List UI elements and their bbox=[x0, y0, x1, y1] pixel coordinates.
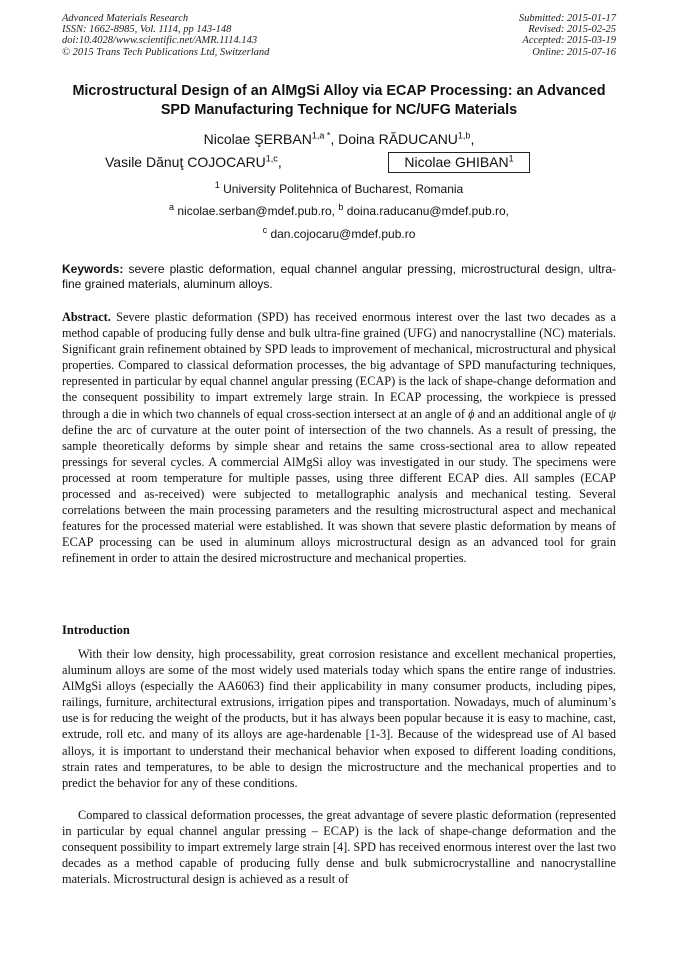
keywords bbox=[62, 262, 616, 292]
intro-paragraph-2-text: Compared to classical deformation processes, the great advantage of severe plastic deformation (represented in particular by equal channel angular pressing – ECAP) is the lack of shape-change deformation and the consequent possibility to impart extremely large strain [4]. SPD has received enormous interest over the last two decades as a method capable of producing fully dense and bulk submicrocrystalline and nanocrystalline materials. Microstructural design is achieved as a result of bbox=[62, 808, 616, 887]
affiliation-emails bbox=[62, 204, 616, 218]
phi-symbol: ϕ bbox=[468, 406, 475, 421]
doi-line: doi:10.4028/www.scientific.net/AMR.1114.143 bbox=[62, 35, 258, 47]
author-ghiban: Nicolae GHIBAN bbox=[404, 154, 509, 170]
email-c: dan.cojocaru@mdef.pub.ro bbox=[270, 227, 416, 241]
author-raducanu: Doina RĂDUCANU bbox=[338, 131, 458, 147]
online-date: Online: 2015-07-16 bbox=[532, 46, 616, 58]
author-line-2 bbox=[105, 154, 282, 170]
author-line-1 bbox=[62, 131, 616, 147]
author-separator: , bbox=[277, 154, 282, 170]
journal-info bbox=[62, 13, 269, 58]
email-sup-a: a bbox=[169, 202, 175, 212]
email-sup-c: c bbox=[262, 225, 268, 235]
author-separator: , bbox=[470, 131, 475, 147]
issn-line: ISSN: 1662-8985, Vol. 1114, pp 143-148 bbox=[62, 24, 232, 36]
email-sup-b: b bbox=[338, 202, 344, 212]
psi-symbol: ψ bbox=[608, 406, 617, 421]
abstract-label: Abstract. bbox=[62, 310, 111, 324]
author-ghiban-sup: 1 bbox=[508, 153, 514, 164]
author-ghiban-box bbox=[388, 152, 530, 173]
submitted-date: Submitted: 2015-01-17 bbox=[518, 13, 616, 24]
author-cojocaru-sup: 1,c bbox=[265, 153, 278, 164]
submission-dates bbox=[519, 13, 616, 58]
author-separator: , bbox=[330, 131, 339, 147]
affiliation-institution bbox=[62, 182, 616, 196]
author-serban-sup: 1,a * bbox=[311, 130, 331, 141]
paper-title: Microstructural Design of an AlMgSi Alloy via ECAP Processing: an Advanced SPD Manufacturing Technique for NC/UFG Materials bbox=[72, 83, 606, 118]
abstract-text-3: define the arc of curvature at the outer point of intersection of the two channels. As a result of pressing, the sample theoretically deforms by simple shear and retains the same cross-sectional area to allow repeated pressings for several cycles. A commercial AlMgSi alloy was investigated in our study. The specimens were processed at room temperature for multiple passes, using three different ECAP dies. All samples (ECAP processed and as-received) were subjected to metallographic analysis and mechanical testing. Several correlations between the main processing parameters and the resulting microstructural aspect and mechanical features for the processed material were established. It was shown that severe plastic deformation by means of ECAP processing can be used in aluminum alloys microstructural design as an advanced tool for grain refinement in order to attain the desired microstructure and mechanical properties. bbox=[62, 422, 616, 566]
accepted-date: Accepted: 2015-03-19 bbox=[522, 35, 616, 47]
author-serban: Nicolae ŞERBAN bbox=[203, 131, 312, 147]
institution-name: University Politehnica of Bucharest, Romania bbox=[223, 182, 464, 196]
author-raducanu-sup: 1,b bbox=[457, 130, 471, 141]
abstract-text-1: Severe plastic deformation (SPD) has received enormous interest over the last two decades as a method capable of producing fully dense and bulk ultra-fine grained (UFG) and nanocrystalline (NC) materials. Significant grain refinement obtained by SPD leads to improvement of mechanical, microstructural and physical properties. Compared to classical deformation processes, the big advantage of SPD manufacturing techniques, represented in particular by equal channel angular pressing (ECAP) is the lack of shape-change deformation and the consequent possibility to impart extremely large strain. In ECAP processing, the workpiece is pressed through a die in which two channels of equal cross-section intersect at an angle of bbox=[62, 310, 616, 421]
affiliation-email-c bbox=[62, 227, 616, 241]
abstract bbox=[62, 309, 616, 567]
copyright-line: © 2015 Trans Tech Publications Ltd, Switzerland bbox=[62, 46, 270, 58]
keywords-label: Keywords: bbox=[62, 262, 124, 276]
intro-paragraph-1-text: With their low density, high processability, great corrosion resistance and excellent mechanical properties, aluminum alloys are some of the most widely used materials today which spans the entire range of industries. AlMgSi alloys (especially the AA6063) find their applicability in many consumer products, including pipes, railings, furniture, architectural extrusions, irrigation pipes and transportation. Nowadays, much of aluminum’s use is for reducing the weight of the products, but it has always been popular because it is easy to machine, cast, extrude, roll etc. and many of its alloys are age-hardenable [1-3]. Because of the widespread use of Al based alloys, it is important to understand their mechanical behavior when exposed to different loading conditions, strain rates and temperatures, to be able to design the microstructure and the mechanical properties and to predict the behavior for any of these conditions. bbox=[62, 647, 616, 790]
author-cojocaru: Vasile Dănuţ COJOCARU bbox=[105, 154, 266, 170]
abstract-text-2: and an additional angle of bbox=[477, 406, 606, 421]
affiliation-sup: 1 bbox=[214, 180, 220, 190]
revised-date: Revised: 2015-02-25 bbox=[528, 24, 616, 36]
section-heading-introduction: Introduction bbox=[62, 623, 130, 637]
intro-paragraph-1 bbox=[62, 646, 616, 791]
intro-paragraph-2 bbox=[62, 807, 616, 887]
email-a: nicolae.serban@mdef.pub.ro, bbox=[177, 204, 335, 218]
email-b: doina.raducanu@mdef.pub.ro, bbox=[346, 204, 509, 218]
journal-name: Advanced Materials Research bbox=[62, 13, 189, 24]
keywords-text: severe plastic deformation, equal channel angular pressing, microstructural design, ultra-fine grained materials, aluminum alloys. bbox=[62, 262, 616, 291]
